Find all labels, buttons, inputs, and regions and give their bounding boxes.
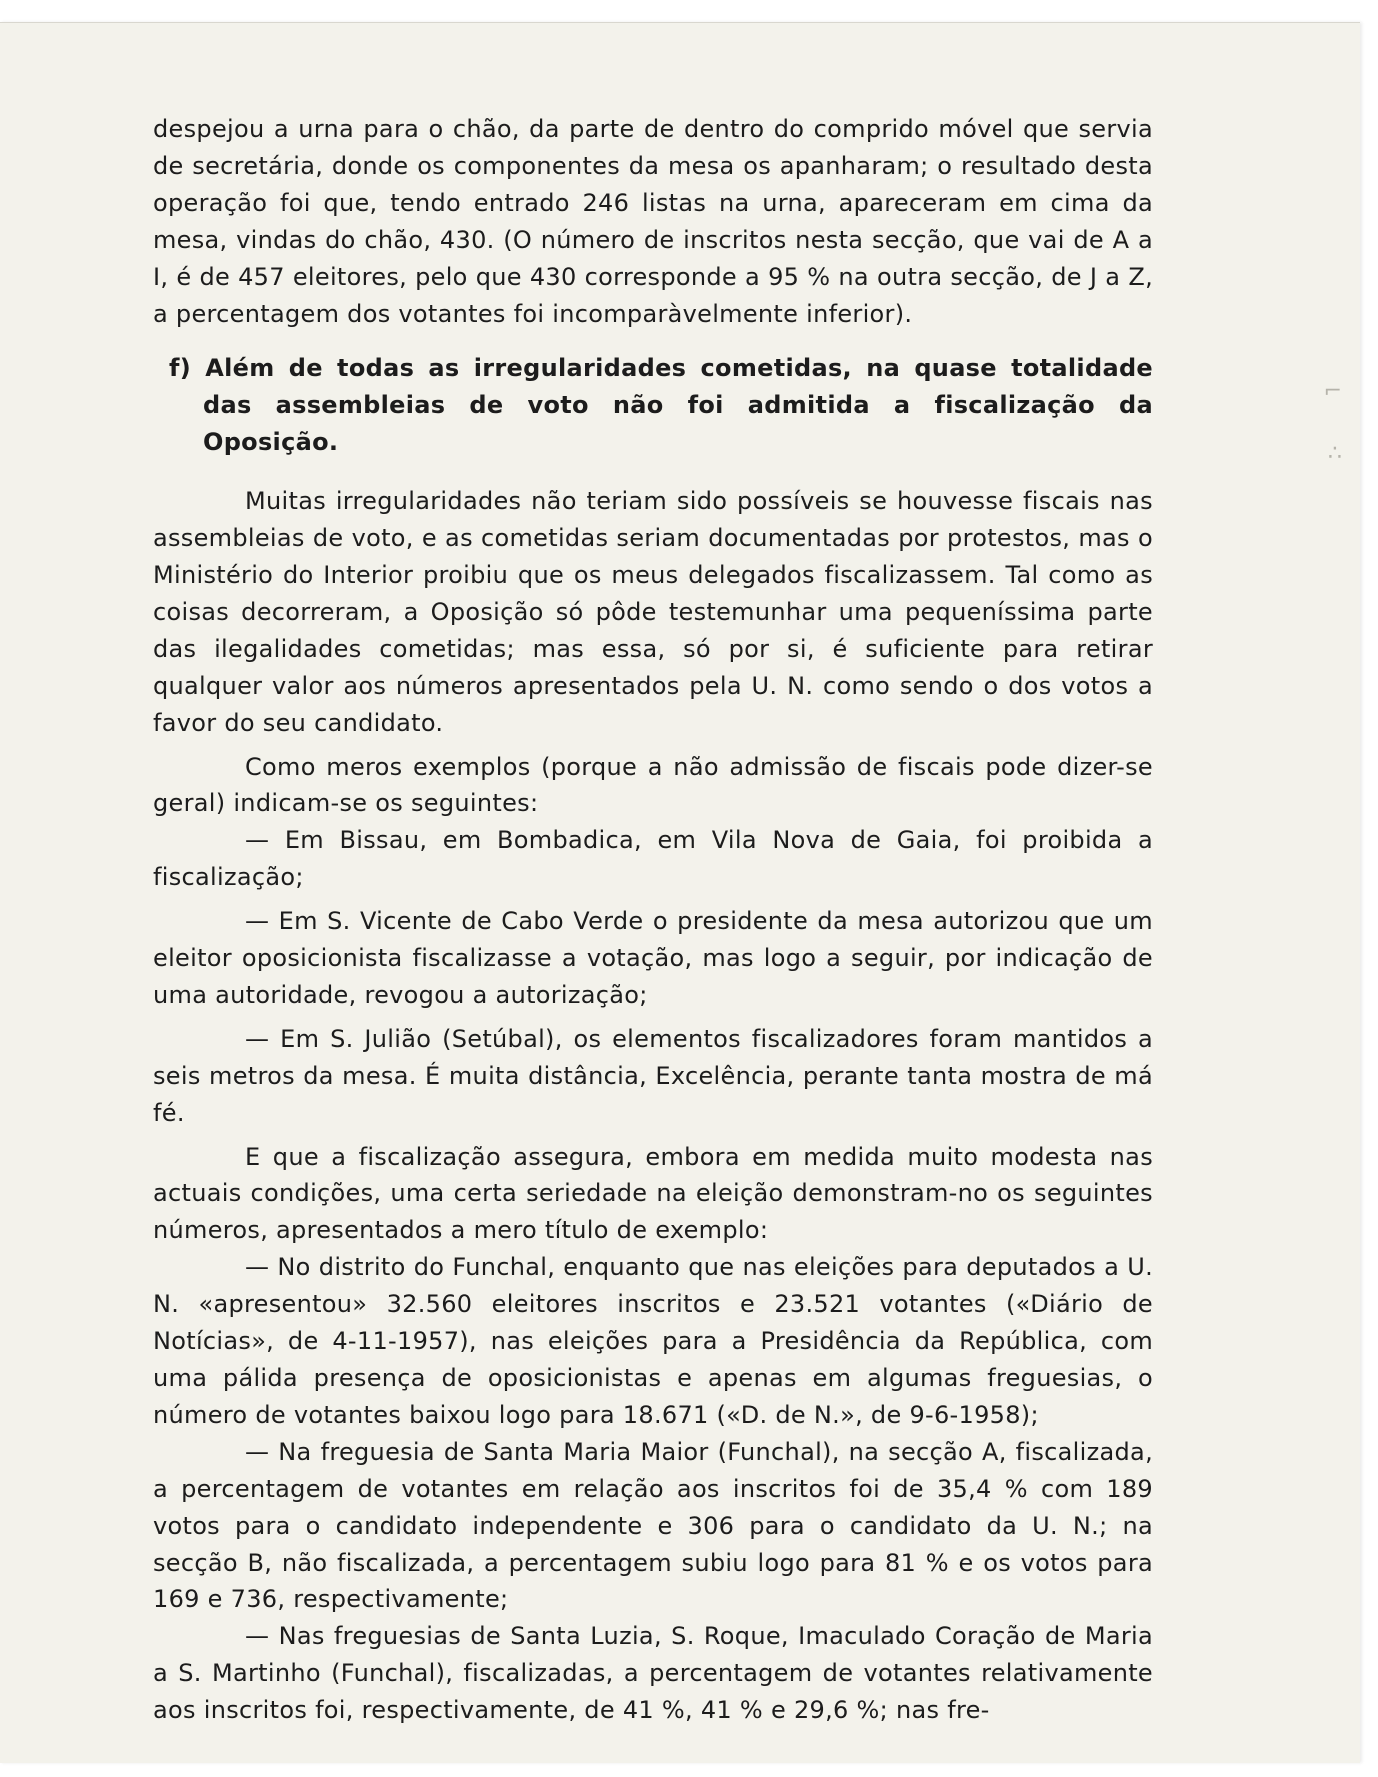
list-item-santa-maria-maior: — Na freguesia de Santa Maria Maior (Funchal), na secção A, fiscalizada, a percentagem de votantes em relação aos inscritos foi de 35,4 % com 189 votos para o candidato independente e 306 para o candidato da U. N.; na secção B, não fiscalizada, a percentagem subiu logo para 81 % e os votos para 169 e 736, respectivamente;: [153, 1437, 1153, 1614]
document-page: [0, 22, 1360, 1763]
paragraph-fiscalizacao: E que a fiscalização assegura, embora em medida muito modesta nas actuais condições, uma certa seriedade na eleição demonstram-no os seguintes números, apresentados a mero título de exemplo:: [153, 1142, 1153, 1245]
list-item-bissau: — Em Bissau, em Bombadica, em Vila Nova de Gaia, foi proibida a fiscalização;: [153, 826, 1153, 892]
list-item-santa-luzia: — Nas freguesias de Santa Luzia, S. Roque, Imaculado Coração de Maria a S. Martinho (Funchal), fiscalizadas, a percentagem de votantes relativamente aos inscritos foi, respectivamente, de 41 %, 41 % e 29,6 %; nas fre-: [153, 1622, 1153, 1725]
list-item-funchal: — No distrito do Funchal, enquanto que nas eleições para deputados a U. N. «apresentou» 32.560 eleitores inscritos e 23.521 votantes («Diário de Notícias», de 4-11-1957), nas eleições para a Presidência da República, com uma pálida presença de oposicionistas e apenas em algumas freguesias, o número de votantes baixou logo para 18.671 («D. de N.», de 9-6-1958);: [153, 1253, 1153, 1429]
list-item-setubal: — Em S. Julião (Setúbal), os elementos fiscalizadores foram mantidos a seis metros da mesa. É muita distância, Excelência, perante tanta mostra de má fé.: [153, 1024, 1153, 1127]
paragraph-exemplos: Como meros exemplos (porque a não admissão de fiscais pode dizer-se geral) indicam-se os seguintes:: [153, 752, 1153, 818]
list-item-cabo-verde: — Em S. Vicente de Cabo Verde o presidente da mesa autorizou que um eleitor oposicionista fiscalizasse a votação, mas logo a seguir, por indicação de uma autoridade, revogou a autorização;: [153, 907, 1153, 1009]
page-body-text: [153, 111, 1153, 1729]
margin-binding-mark: ⌐: [1323, 379, 1342, 404]
paragraph-fiscais: Muitas irregularidades não teriam sido possíveis se houvesse fiscais nas assembleias de voto, e as cometidas seriam documentadas por protestos, mas o Ministério do Interior proibiu que os meus delegados fiscalizassem. Tal como as coisas decorreram, a Oposição só pôde testemunhar uma pequeníssima parte das ilegalidades cometidas; mas essa, só por si, é suficiente para retirar qualquer valor aos números apresentados pela U. N. como sendo o dos votos a favor do seu candidato.: [153, 487, 1153, 737]
margin-binding-mark: ∴: [1328, 441, 1342, 466]
opening-paragraph: despejou a urna para o chão, da parte de dentro do comprido móvel que servia de secretária, donde os componentes da mesa os apanharam; o resultado desta operação foi que, tendo entrado 246 listas na urna, apareceram em cima da mesa, vindas do chão, 430. (O número de inscritos nesta secção, que vai de A a I, é de 457 eleitores, pelo que 430 corresponde a 95 % na outra secção, de J a Z, a percentagem dos votantes foi incomparàvelmente inferior).: [153, 115, 1153, 328]
section-heading-f: f) Além de todas as irregularidades cometidas, na quase totalidade das assembleias de voto não foi admitida a fiscalização da Oposição.: [169, 354, 1153, 457]
